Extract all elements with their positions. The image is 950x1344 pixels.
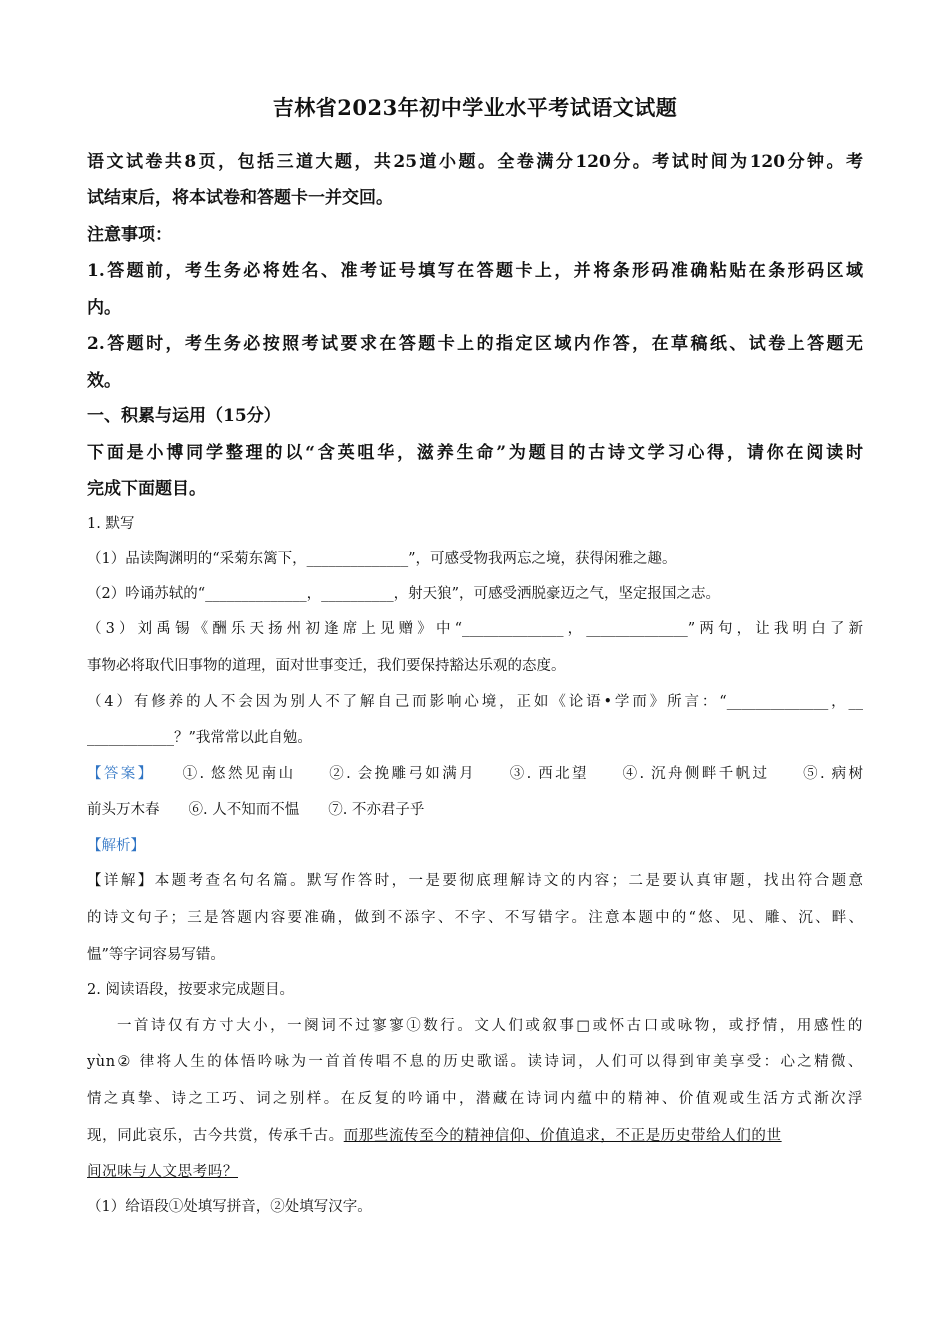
notice-2-line-2: 效。 [87,371,121,391]
q2-sub-1: （1）给语段①处填写拼音，②处填写汉字。 [87,1199,372,1215]
section-heading: 一、积累与运用（15分） [87,406,281,426]
passage-line-1: 一首诗仅有方寸大小，一阕词不过寥寥①数行。文人们或叙事□或怀古口或咏物，或抒情，用感性的 [117,1018,863,1034]
detail-text-1: 本题考查名句名篇。默写作答时，一是要彻底理解诗文的内容；二是要认真审题，找出符合题意 [154,873,864,889]
q1-item-4-cont: ____________？”我常常以此自勉。 [87,730,312,746]
intro-line-2: 试结束后，将本试卷和答题卡一并交回。 [87,188,393,208]
notice-1-line-1: 1.答题前，考生务必将姓名、准考证号填写在答题卡上，并将条形码准确粘贴在条形码区域 [87,261,863,281]
section-lead-2: 完成下面题目。 [87,479,206,499]
detail-line-1 [87,869,863,890]
answer-line-1 [87,762,863,783]
underlined-sentence-2: 间况味与人文思考吗？ [87,1164,238,1180]
answer-text-1: ①. 悠然见南山 ②. 会挽雕弓如满月 ③. 西北望 ④. 沉舟侧畔千帆过 ⑤. 病树 [182,766,864,782]
answer-line-2: 前头万木春 ⑥. 人不知而不愠 ⑦. 不亦君子乎 [87,802,425,818]
q1-item-4: （4）有修养的人不会因为别人不了解自己而影响心境，正如《论语•学而》所言：“______________，__ [87,694,863,710]
section-lead-1: 下面是小博同学整理的以“含英咀华，滋养生命”为题目的古诗文学习心得，请你在阅读时 [87,443,863,463]
page-title: 吉林省2023年初中学业水平考试语文试题 [272,95,678,120]
underlined-sentence-1: 而那些流传至今的精神信仰、价值追求，不正是历史带给人们的世 [343,1128,782,1144]
detail-line-2: 的诗文句子；三是答题内容要准确，做到不添字、不字、不写错字。注意本题中的“悠、见、雕、沉、畔、 [87,910,863,926]
passage-text-4: 现，同此哀乐，古今共赏，传承千古。 [87,1128,344,1144]
notice-heading: 注意事项： [87,225,172,245]
passage-line-3: 情之真挚、诗之工巧、词之别样。在反复的吟诵中，潜藏在诗词内蕴中的精神、价值观或生活方式渐次浮 [87,1091,863,1107]
answer-tag: 【答案】 [87,766,155,782]
q1-item-2: （2）吟诵苏轼的“______________，__________，射天狼”，可感受洒脱豪迈之气，坚定报国之志。 [87,586,721,602]
detail-line-3: 愠”等字词容易写错。 [87,947,225,963]
q1-item-1: （1）品读陶渊明的“采菊东篱下，______________”，可感受物我两忘之境，获得闲雅之趣。 [87,551,677,567]
notice-1-line-2: 内。 [87,298,121,318]
question-2-label: 2. 阅读语段，按要求完成题目。 [87,982,294,998]
q1-item-3: （3）刘禹锡《酬乐天扬州初逢席上见赠》中“______________，______________”两句，让我明白了新 [87,621,863,637]
detail-tag: 【详解】 [87,873,155,889]
question-1-label: 1. 默写 [87,516,135,532]
q1-item-3-cont: 事物必将取代旧事物的道理，面对世事变迁，我们要保持豁达乐观的态度。 [87,658,566,674]
analysis-tag: 【解析】 [87,838,145,854]
intro-line-1: 语文试卷共8页，包括三道大题，共25道小题。全卷满分120分。考试时间为120分钟。考 [87,152,863,172]
passage-line-2: yùn② 律将人生的体悟吟咏为一首首传唱不息的历史歌谣。读诗词，人们可以得到审美享受：心之精微、 [87,1054,863,1070]
notice-2-line-1: 2.答题时，考生务必按照考试要求在答题卡上的指定区域内作答，在草稿纸、试卷上答题无 [87,334,863,354]
passage-line-4 [87,1124,863,1145]
